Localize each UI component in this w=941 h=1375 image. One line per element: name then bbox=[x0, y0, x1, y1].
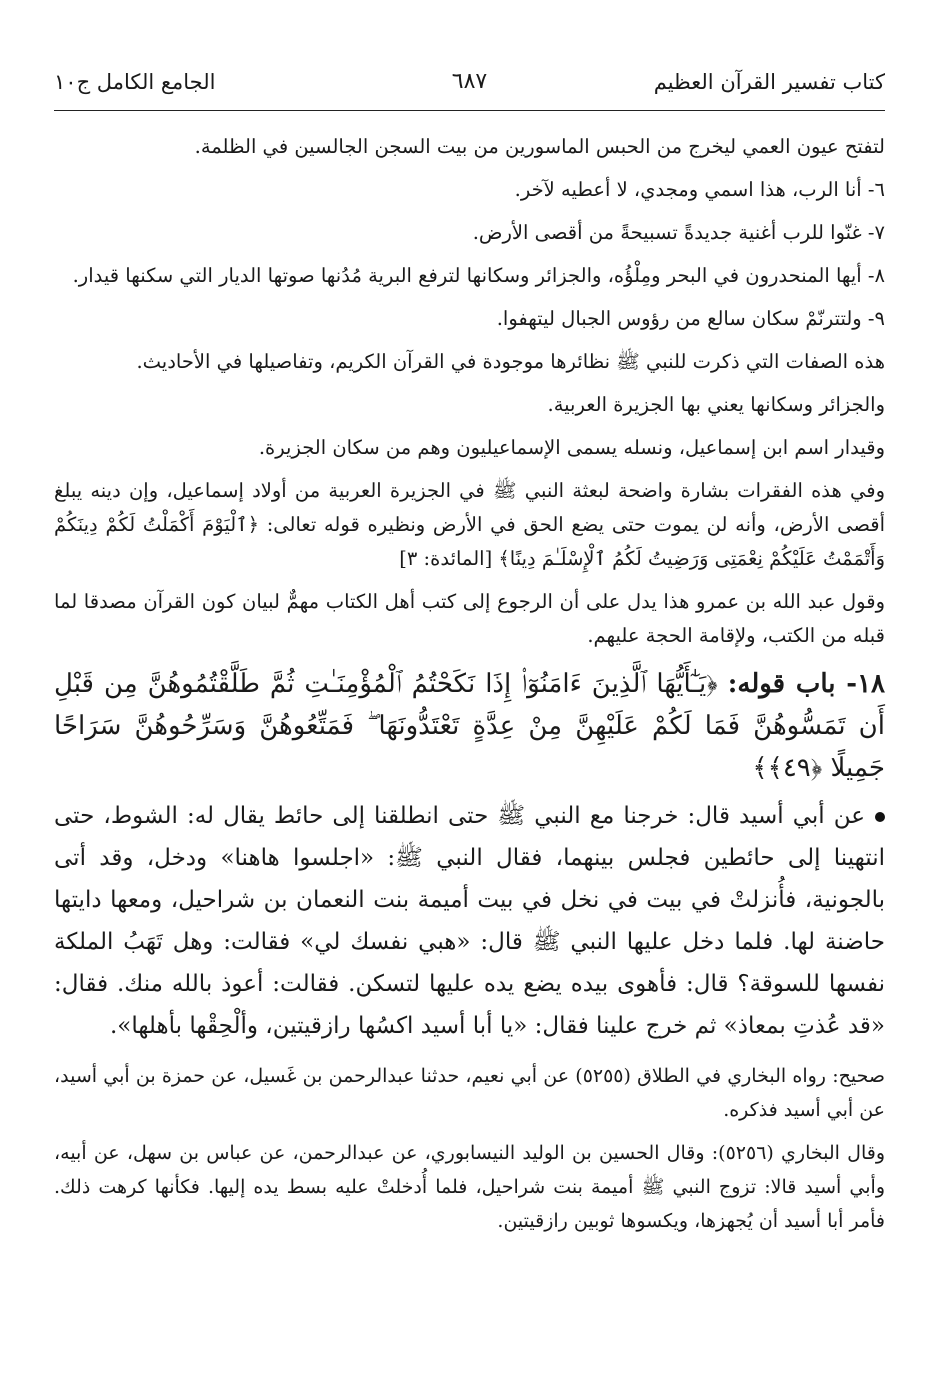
paragraph: ٨- أيها المنحدرون في البحر ومِلْؤُه، والجزائر وسكانها لترفع البرية مُدُنها صوتها الديار التي سكنها قيدار. bbox=[72, 264, 885, 287]
paragraph: والجزائر وسكانها يعني بها الجزيرة العربية. bbox=[547, 393, 885, 416]
paragraph: ٩- ولتترنّمْ سكان سالع من رؤوس الجبال ليتهفوا. bbox=[496, 307, 885, 330]
paragraph: ٧- غنّوا للرب أغنية جديدةً تسبيحةً من أقصى الأرض. bbox=[472, 221, 885, 244]
paragraph: وقيدار اسم ابن إسماعيل، ونسله يسمى الإسماعيليون وهم من سكان الجزيرة. bbox=[258, 436, 885, 459]
paragraph: هذه الصفات التي ذكرت للنبي ﷺ نظائرها موجودة في القرآن الكريم، وتفاصيلها في الأحاديث. bbox=[136, 350, 885, 373]
paragraph: ٦- أنا الرب، هذا اسمي ومجدي، لا أعطيه لآخر. bbox=[514, 178, 885, 201]
footnote: صحيح: رواه البخاري في الطلاق (٥٢٥٥) عن أبي نعيم، حدثنا عبدالرحمن بن غَسيل، عن حمزة بن أبي أسيد، عن أبي أسيد فذكره. bbox=[54, 1065, 885, 1121]
hadith-body: عن أبي أسيد قال: خرجنا مع النبي ﷺ حتى انطلقنا إلى حائط يقال له: الشوط، حتى انتهينا إلى حائطين فجلس بينهما، فقال النبي ﷺ: «اجلسوا هاهنا» ودخل، وقد أتى بالجونية، فأُنزلتْ في بيت في نخل في بيت أميمة بنت النعمان بن شراحيل، ومعها دايتها حاضنة لها. فلما دخل عليها النبي ﷺ قال: «هبي نفسك لي» فقالت: وهل تَهَبُ الملكة نفسها للسوقة؟ قال: فأهوى بيده يضع يده عليها لتسكن. فقالت: أعوذ بالله منك. فقال: «قد عُذتِ بمعاذ» ثم خرج علينا فقال: «يا أبا أسيد اكسُها رازقيتين، وألْحِقْها بأهلها». bbox=[54, 803, 885, 1039]
paragraph: وفي هذه الفقرات بشارة واضحة لبعثة النبي ﷺ في الجزيرة العربية من أولاد إسماعيل، وإن دينه يبلغ أقصى الأرض، وأنه لن يموت حتى يضع الحق في الأرض ونظيره قوله تعالى: ﴿ٱلْيَوْمَ أَكْمَلْتُ لَكُمْ دِينَكُمْ وَأَتْمَمْتُ عَلَيْكُمْ نِعْمَتِى وَرَضِيتُ لَكُمُ ٱلْإِسْلَـٰمَ دِينًا﴾ [المائدة: ٣] bbox=[54, 479, 885, 570]
chapter-heading bbox=[54, 663, 885, 789]
quran-verse: ﴿يَـٰٓأَيُّهَا ٱلَّذِينَ ءَامَنُوٓا۟ إِذَا نَكَحْتُمُ ٱلْمُؤْمِنَـٰتِ ثُمَّ طَلَّقْتُمُوهُنَّ مِن قَبْلِ أَن تَمَسُّوهُنَّ فَمَا لَكُمْ عَلَيْهِنَّ مِنْ عِدَّةٍ تَعْتَدُّونَهَا ۖ فَمَتِّعُوهُنَّ وَسَرِّحُوهُنَّ سَرَاحًا جَمِيلًا ﴿٤٩﴾﴾ bbox=[54, 669, 885, 783]
page-body bbox=[54, 130, 885, 1247]
page-header bbox=[54, 62, 885, 102]
chapter-label: ١٨- باب قوله: bbox=[727, 669, 886, 699]
bullet-icon bbox=[875, 812, 885, 822]
header-rule bbox=[54, 110, 885, 111]
paragraph: وقول عبد الله بن عمرو هذا يدل على أن الرجوع إلى كتب أهل الكتاب مهمٌّ لبيان كون القرآن مصدقا لما قبله من الكتب، ولإقامة الحجة عليهم. bbox=[54, 590, 885, 647]
page-number: ٦٨٧ bbox=[451, 69, 488, 94]
hadith-text bbox=[54, 795, 885, 1047]
footnote: وقال البخاري (٥٢٥٦): وقال الحسين بن الوليد النيسابوري، عن عبدالرحمن، عن عباس بن سهل، عن أبيه، وأبي أسيد قالا: تزوج النبي ﷺ أميمة بنت شراحيل، فلما أُدخلتْ عليه بسط يده إليها. فكأنها كرهت ذلك. فأمر أبا أسيد أن يُجهزها، ويكسوها ثوبين رازقيتين. bbox=[54, 1142, 886, 1232]
volume-title: الجامع الكامل ج١٠ bbox=[54, 69, 216, 94]
paragraph: لتفتح عيون العمي ليخرج من الحبس الماسورين من بيت السجن الجالسين في الظلمة. bbox=[194, 135, 885, 158]
book-title: كتاب تفسير القرآن العظيم bbox=[653, 69, 885, 94]
